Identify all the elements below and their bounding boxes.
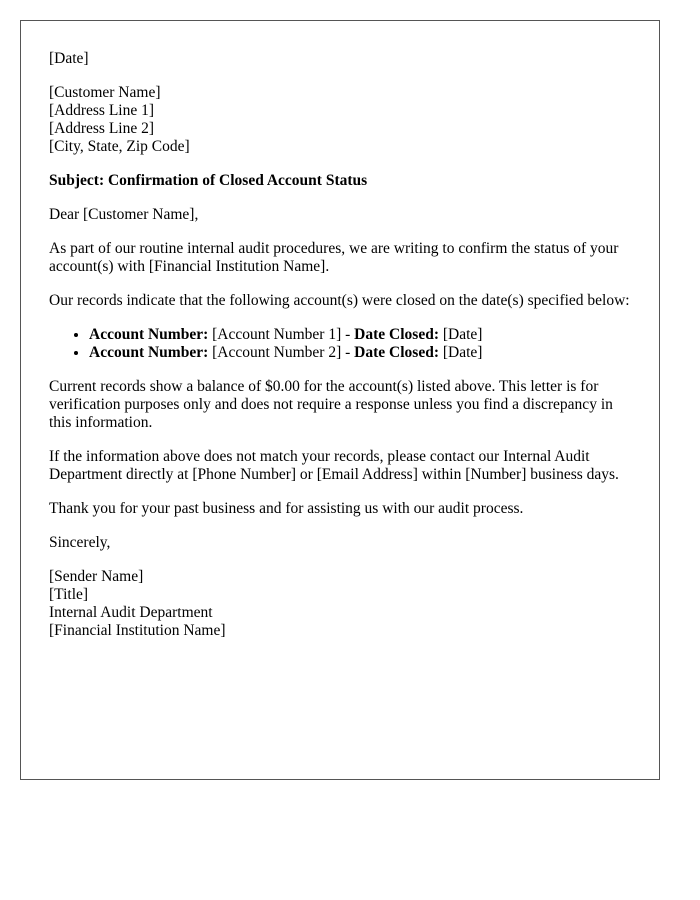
closed-accounts-list — [49, 326, 639, 362]
date-closed-value: [Date] — [438, 344, 483, 361]
account-number-label: Account Number: — [89, 326, 209, 343]
list-item — [89, 344, 639, 362]
paragraph-balance-verification: Current records show a balance of $0.00 for the account(s) listed above. This letter is for verification purposes only and does not require a response unless you find a discrepancy in this information. — [49, 378, 613, 431]
recipient-name: [Customer Name] — [49, 84, 161, 101]
recipient-address-line-2: [Address Line 2] — [49, 120, 155, 137]
account-number-value: [Account Number 1] - — [208, 326, 355, 343]
letter-subject: Subject: Confirmation of Closed Account Status — [49, 172, 368, 189]
date-closed-label: Date Closed: — [354, 344, 439, 361]
letter-closing: Sincerely, — [49, 534, 111, 551]
paragraph-audit-purpose: As part of our routine internal audit procedures, we are writing to confirm the status of your account(s) with [Financial Institution Name]. — [49, 240, 619, 275]
letter-page — [20, 20, 660, 780]
recipient-address-line-1: [Address Line 1] — [49, 102, 155, 119]
date-closed-label: Date Closed: — [354, 326, 439, 343]
sender-name: [Sender Name] — [49, 568, 144, 585]
letter-content — [49, 50, 639, 656]
recipient-city-state-zip: [City, State, Zip Code] — [49, 138, 190, 155]
letter-date: [Date] — [49, 50, 89, 67]
signature-block — [49, 568, 639, 640]
sender-department: Internal Audit Department — [49, 604, 213, 621]
letter-salutation: Dear [Customer Name], — [49, 206, 199, 223]
list-item — [89, 326, 639, 344]
sender-title: [Title] — [49, 586, 89, 603]
sender-institution: [Financial Institution Name] — [49, 622, 226, 639]
date-closed-value: [Date] — [438, 326, 483, 343]
paragraph-contact-instructions: If the information above does not match your records, please contact our Internal Audit Department directly at [Phone Number] or [Email Address] within [Number] business days. — [49, 448, 619, 483]
paragraph-thank-you: Thank you for your past business and for assisting us with our audit process. — [49, 500, 524, 517]
paragraph-closed-accounts-intro: Our records indicate that the following account(s) were closed on the date(s) specified below: — [49, 292, 630, 309]
recipient-address — [49, 84, 639, 156]
account-number-label: Account Number: — [89, 344, 209, 361]
account-number-value: [Account Number 2] - — [208, 344, 355, 361]
